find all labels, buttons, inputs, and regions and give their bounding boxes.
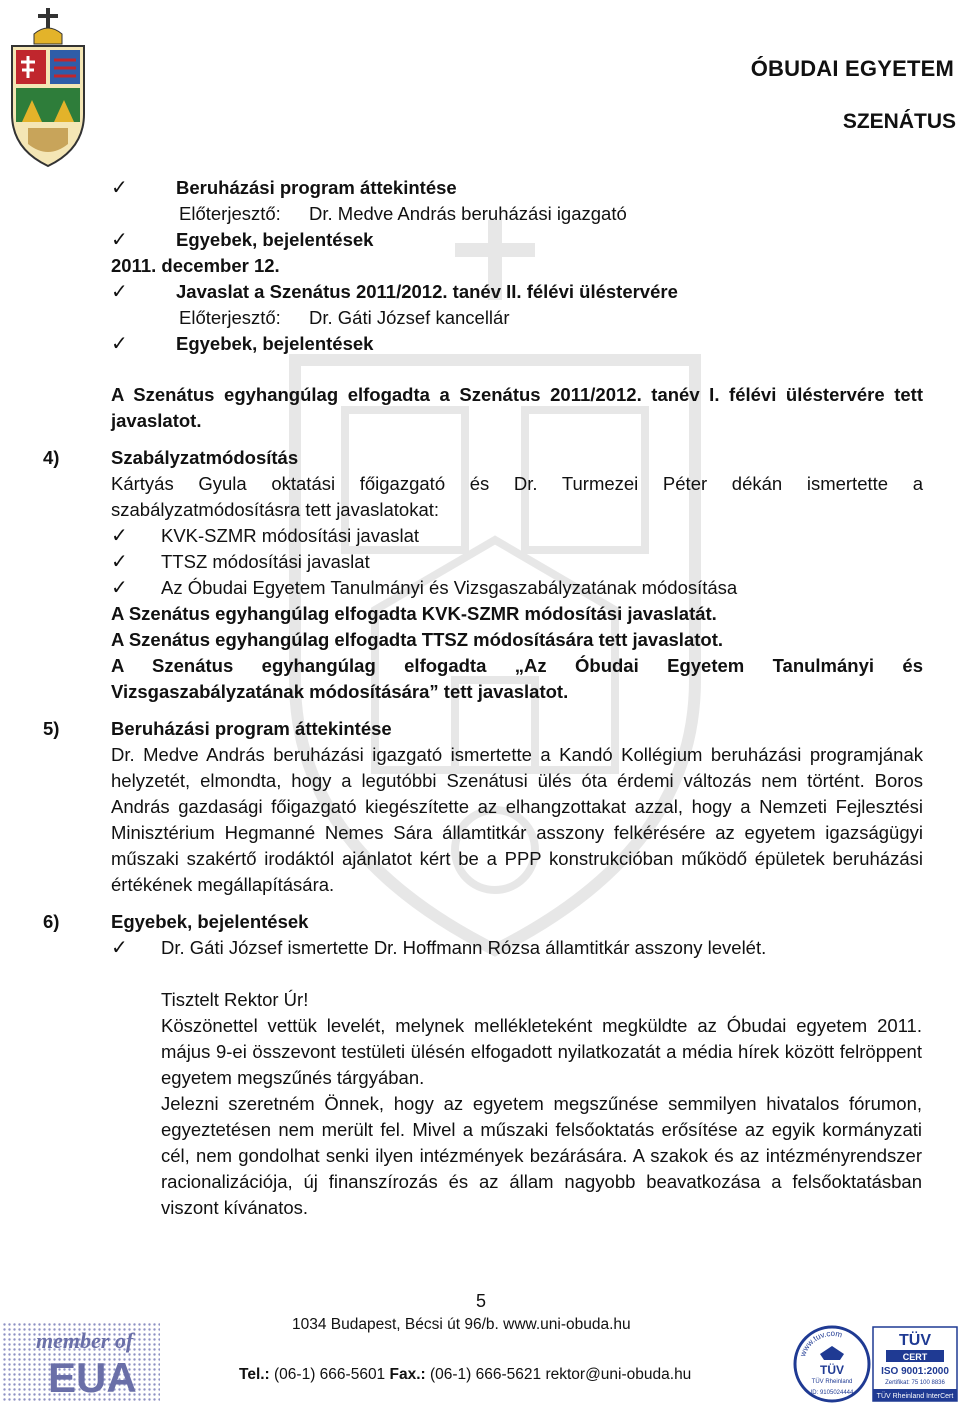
section-body-text: András gazdasági főigazgató kiegészítette az elhangzottakat azzal, hogy a Nemzeti Fejlesztési xyxy=(111,796,923,817)
iso-certificate-number: Zertifikat: 75 100 8836 xyxy=(885,1380,945,1386)
page-number: 5 xyxy=(476,1291,487,1311)
list-item: KVK-SZMR módosítási javaslat xyxy=(161,525,420,546)
section-body-text: értékének megállapítására. xyxy=(111,874,335,895)
fax-label: Fax.: xyxy=(389,1366,426,1383)
check-icon: ✓ xyxy=(111,177,128,199)
section-number: 5) xyxy=(43,718,60,739)
section-body-text: szabályzatmódosításra tett javaslatokat: xyxy=(111,499,440,520)
iso-rheinland-text: TÜV Rheinland InterCert xyxy=(876,1393,954,1400)
iso-cert-label: CERT xyxy=(902,1352,928,1362)
tuv-certification-logo xyxy=(792,1324,872,1404)
letter-text: racionalizációja, új finanszírozás és az állam nagyobb beavatkozása a felsőoktatásban xyxy=(161,1171,922,1192)
list-item: Dr. Gáti József ismertette Dr. Hoffmann Rózsa államtitkár asszony levelét. xyxy=(161,937,767,958)
letter-text: egyeztetésen nem merült fel. Mivel a műszaki felsőoktatás erősítése az egyik kormányzati xyxy=(161,1119,922,1140)
letter-text: Jelezni szeretném Önnek, hogy az egyetem megszűnése semmilyen hivatalos fórumon, xyxy=(161,1093,922,1114)
letter-text: viszont kívánatos. xyxy=(161,1197,309,1218)
decision-text: javaslatot. xyxy=(111,410,202,431)
check-icon: ✓ xyxy=(111,525,128,547)
letter-text: egyetem megszűnés tárgyában. xyxy=(161,1067,425,1088)
section-body-text: műszaki szakértő irodáktól ajánlatot kért be a PPP konstrukcióban működő épületek beruházási xyxy=(111,848,923,869)
agenda-presenter-label: Előterjesztő: xyxy=(179,203,281,224)
letter-text: Köszönettel vettük levelét, melynek mellékleteként megküldte az Óbudai egyetem 2011. xyxy=(161,1015,922,1036)
agenda-date: 2011. december 12. xyxy=(111,255,280,276)
tel-number: (06-1) 666-5601 xyxy=(269,1366,390,1383)
iso-9001-certificate-logo xyxy=(872,1326,958,1402)
tuv-url: www.tuv.com xyxy=(798,1328,844,1358)
section-body-text: Minisztérium Hegmanné Nemes Sára államtitkár asszony felkérésére az egyetem igazságügyi xyxy=(111,822,923,843)
footer-address: 1034 Budapest, Bécsi út 96/b. www.uni-obuda.hu xyxy=(292,1316,631,1333)
letter-salutation: Tisztelt Rektor Úr! xyxy=(161,989,309,1010)
decision-text: A Szenátus egyhangúlag elfogadta a Szenátus 2011/2012. tanév I. félévi üléstervére tett xyxy=(111,384,923,405)
eua-member-logo xyxy=(2,1322,160,1402)
list-item: TTSZ módosítási javaslat xyxy=(161,551,370,572)
decision-text: Vizsgaszabályzatának módosítására” tett javaslatot. xyxy=(111,681,569,702)
fax-number-email: (06-1) 666-5621 rektor@uni-obuda.hu xyxy=(425,1366,692,1383)
tel-label: Tel.: xyxy=(239,1366,270,1383)
section-title: Beruházási program áttekintése xyxy=(111,718,392,739)
agenda-presenter-label: Előterjesztő: xyxy=(179,307,281,328)
tuv-text: TÜV xyxy=(820,1363,844,1377)
footer-contact xyxy=(239,1366,691,1384)
section-number: 4) xyxy=(43,447,60,468)
agenda-item-title: Beruházási program áttekintése xyxy=(176,177,457,198)
agenda-item-title: Egyebek, bejelentések xyxy=(176,229,374,250)
header-university-name: ÓBUDAI EGYETEM xyxy=(750,56,954,81)
section-body-text: Dr. Medve András beruházási igazgató ismertette a Kandó Kollégium beruházási programjának xyxy=(111,744,923,765)
tuv-rheinland-text: TÜV Rheinland xyxy=(811,1379,853,1385)
section-title: Egyebek, bejelentések xyxy=(111,911,309,932)
section-title: Szabályzatmódosítás xyxy=(111,447,299,468)
letter-text: cél, nem gondolhat senki ilyen intézmények bezárására. A szakok és az intézményrendszer xyxy=(161,1145,922,1166)
decision-text: A Szenátus egyhangúlag elfogadta KVK-SZMR módosítási javaslatát. xyxy=(111,603,717,624)
section-body-text: Kártyás Gyula oktatási főigazgató és Dr. Turmezei Péter dékán ismertette a xyxy=(111,473,923,494)
eua-text: EUA xyxy=(48,1354,137,1401)
check-icon: ✓ xyxy=(111,229,128,251)
header-senate-label: SZENÁTUS xyxy=(842,110,956,133)
check-icon: ✓ xyxy=(111,577,128,599)
agenda-presenter: Dr. Gáti József kancellár xyxy=(309,307,510,328)
eua-member-text: member of xyxy=(36,1328,134,1353)
agenda-presenter: Dr. Medve András beruházási igazgató xyxy=(309,203,627,224)
iso-standard-text: ISO 9001:2000 xyxy=(881,1366,949,1377)
agenda-item-title: Egyebek, bejelentések xyxy=(176,333,374,354)
check-icon: ✓ xyxy=(111,551,128,573)
section-number: 6) xyxy=(43,911,60,932)
university-crest-logo xyxy=(8,4,88,170)
check-icon: ✓ xyxy=(111,937,128,959)
check-icon: ✓ xyxy=(111,281,128,303)
tuv-text: TÜV xyxy=(899,1332,931,1349)
section-body-text: helyzetét, elmondta, hogy a legutóbbi Szenátusi ülés óta érdemi változás nem történt. Boros xyxy=(111,770,923,791)
decision-text: A Szenátus egyhangúlag elfogadta „Az Óbudai Egyetem Tanulmányi és xyxy=(111,655,923,676)
check-icon: ✓ xyxy=(111,333,128,355)
tuv-id-text: ID: 9105024444 xyxy=(810,1390,854,1396)
list-item: Az Óbudai Egyetem Tanulmányi és Vizsgaszabályzatának módosítása xyxy=(161,577,738,598)
letter-text: május 9-ei összevont testületi ülésén elfogadott nyilatkozatát a média hírek között felröppent xyxy=(161,1041,922,1062)
agenda-item-title: Javaslat a Szenátus 2011/2012. tanév II. félévi üléstervére xyxy=(176,281,678,302)
decision-text: A Szenátus egyhangúlag elfogadta TTSZ módosítására tett javaslatot. xyxy=(111,629,723,650)
